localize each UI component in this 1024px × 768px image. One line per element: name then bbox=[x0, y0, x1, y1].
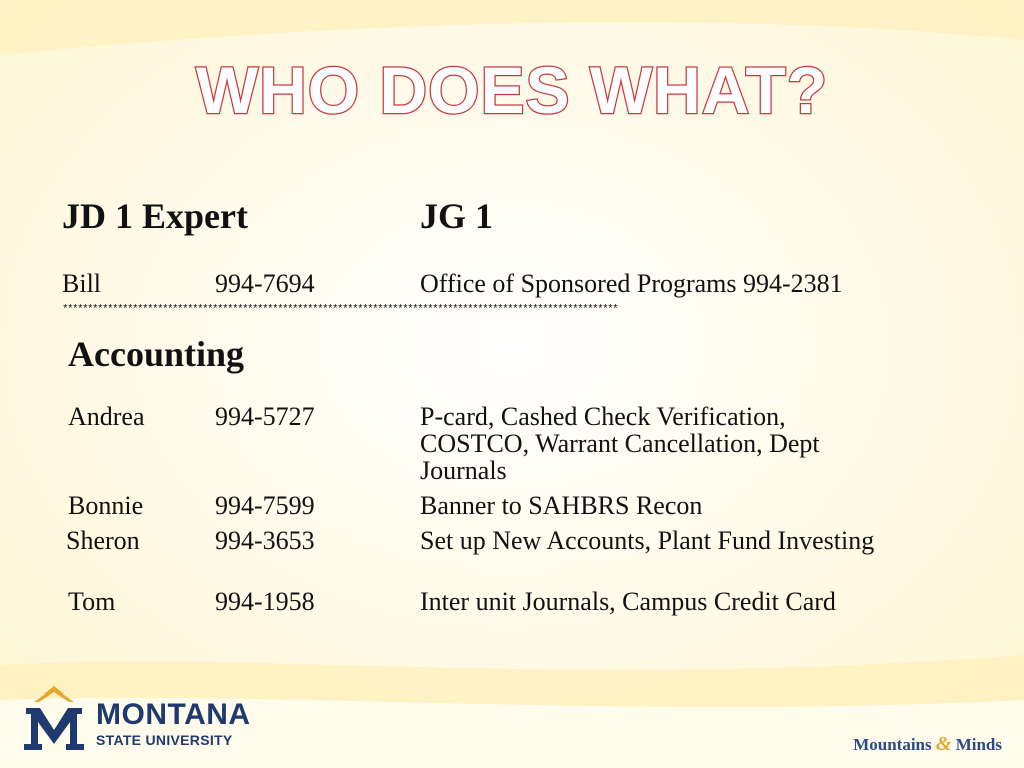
entry-name: Tom bbox=[68, 587, 116, 616]
entry-phone: 994-5727 bbox=[215, 402, 315, 431]
entry-name: Andrea bbox=[68, 402, 145, 431]
entry-name: Sheron bbox=[66, 526, 140, 555]
entry-duty: Set up New Accounts, Plant Fund Investing bbox=[420, 526, 875, 555]
entry-duty: P-card, Cashed Check Verification, COSTCO, Warrant Cancellation, Dept Journals bbox=[420, 402, 820, 485]
header-right: JG 1 bbox=[420, 196, 494, 236]
entry-phone: 994-3653 bbox=[215, 526, 315, 555]
tagline-ampersand: & bbox=[935, 733, 952, 755]
tagline-minds: Minds bbox=[955, 735, 1002, 754]
logo-line2: STATE UNIVERSITY bbox=[96, 732, 233, 748]
entry-phone: 994-7599 bbox=[215, 491, 315, 520]
separator-line: *************************************************************************************************************** bbox=[62, 304, 618, 316]
entry-phone: 994-1958 bbox=[215, 587, 315, 616]
entry-duty: Banner to SAHBRS Recon bbox=[420, 491, 703, 520]
top-contact-phone: 994-7694 bbox=[215, 269, 315, 298]
entry-duty: Inter unit Journals, Campus Credit Card bbox=[420, 587, 836, 616]
tagline bbox=[853, 733, 1002, 756]
logo-line1: MONTANA bbox=[96, 698, 251, 731]
entry-name: Bonnie bbox=[68, 491, 144, 520]
msu-wordmark bbox=[96, 700, 251, 748]
top-contact-office: Office of Sponsored Programs 994-2381 bbox=[420, 269, 843, 298]
tagline-mountains: Mountains bbox=[853, 735, 932, 754]
top-contact-name: Bill bbox=[62, 269, 102, 298]
header-left: JD 1 Expert bbox=[62, 196, 248, 236]
section-heading: Accounting bbox=[68, 334, 245, 374]
slide-title: WHO DOES WHAT? bbox=[195, 53, 829, 127]
